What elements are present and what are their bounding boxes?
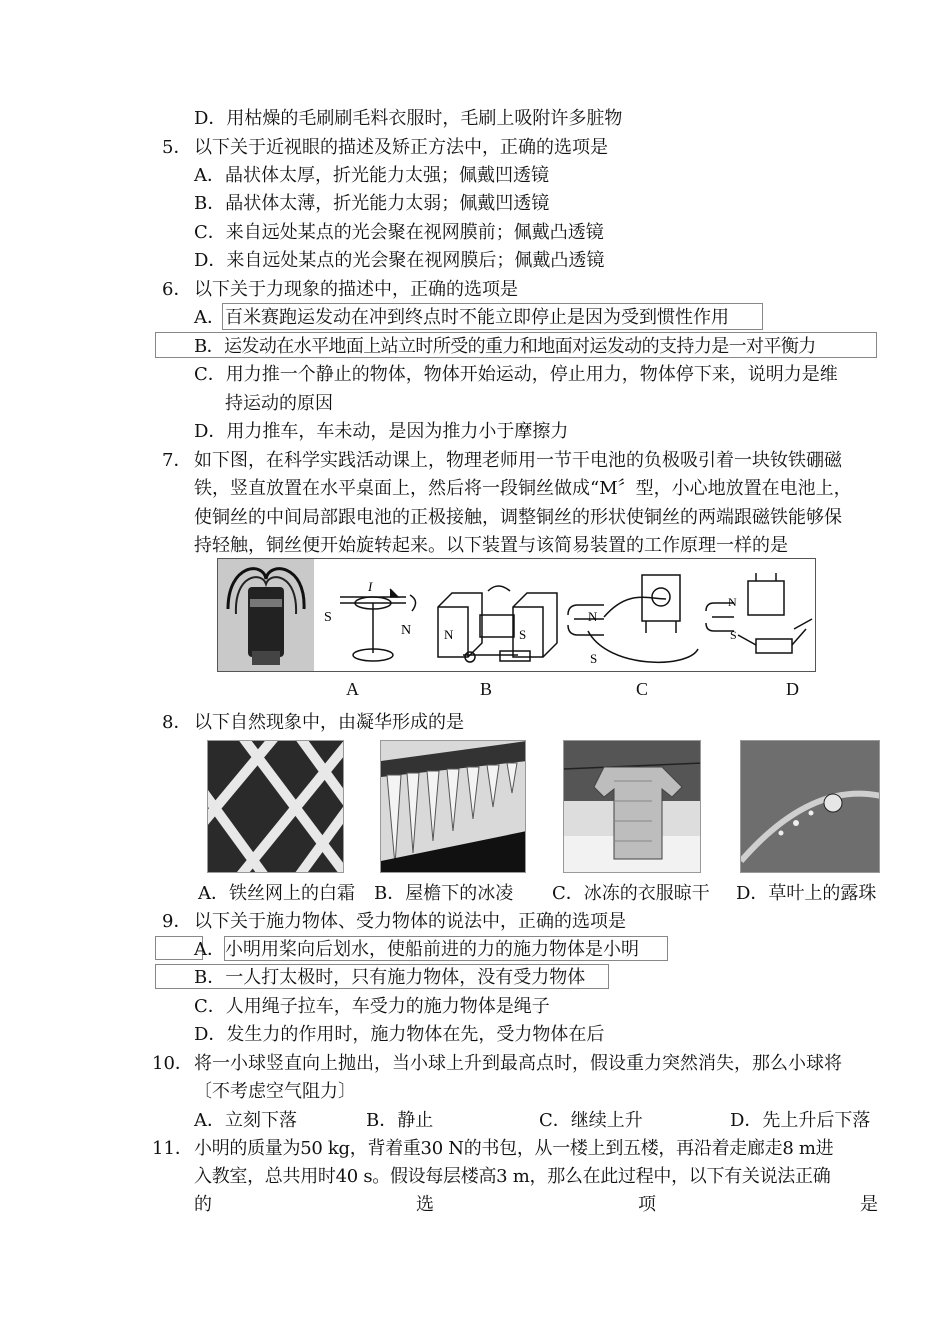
device-a-current-label: I [368,579,373,594]
q5-option-c: C．来自远处某点的光会聚在视网膜前；佩戴凸透镜 [194,222,604,243]
q11-line3-word: 项 [638,1194,656,1215]
device-d-n-label: N [728,595,737,609]
device-d-drawing [706,573,812,653]
device-c-n-label: N [588,609,598,624]
q11-line2: 入教室，总共用时40 s。假设每层楼高3 m，那么在此过程中，以下有关说法正确 [194,1166,831,1187]
q11-line3-word: 是 [860,1194,878,1215]
q6-option-b: B．运发动在水平地面上站立时所受的重力和地面对运发动的支持力是一对平衡力 [194,336,816,357]
icicle-photo [380,740,526,873]
device-a-n-label: N [401,623,412,638]
q4-option-d: D．用枯燥的毛刷刷毛料衣服时，毛刷上吸附许多脏物 [194,108,623,129]
q6-number: 6． [162,279,192,300]
q11-line3-word: 的 [194,1194,212,1215]
q7-number: 7． [162,450,192,471]
frost-wire-drawing [208,741,344,873]
q5-number: 5． [162,137,192,158]
q6-option-c-line2: 持运动的原因 [225,393,333,414]
q7-line3: 使铜丝的中间局部跟电池的正极接触，调整铜丝的形状使铜丝的两端跟磁铁能够保 [194,507,842,528]
q11-number: 11． [152,1138,193,1159]
device-d-s-label: S [730,628,737,642]
q7-figure-drawing [218,559,815,671]
q10-option-c: C．继续上升 [539,1110,643,1131]
device-c-s-label: S [590,651,598,666]
q10-line2: 〔不考虑空气阻力〕 [194,1081,356,1102]
q8-caption-b: B．屋檐下的冰凌 [374,883,514,904]
icicle-drawing [381,741,526,873]
device-b-drawing [438,586,557,662]
q5-option-a: A．晶状体太厚，折光能力太强；佩戴凹透镜 [194,165,549,186]
frozen-clothes-photo [563,740,701,873]
q5-option-b: B．晶状体太薄，折光能力太弱；佩戴凹透镜 [194,193,550,214]
q6-option-a: A．百米赛跑运发动在冲到终点时不能立即停止是因为受到惯性作用 [194,307,729,328]
device-b-n-label: N [444,627,454,642]
q7-label-a: A [346,679,359,699]
q8-caption-d: D．草叶上的露珠 [736,883,877,904]
q10-option-d: D．先上升后下落 [730,1110,871,1131]
battery-motor-image [218,559,314,671]
q8-caption-c: C．冰冻的衣服晾干 [552,883,710,904]
q7-label-d: D [786,679,799,699]
q9-option-d: D．发生力的作用时，施力物体在先，受力物体在后 [194,1024,605,1045]
q9-number: 9． [162,911,192,932]
q11-line1: 小明的质量为50 kg，背着重30 N的书包，从一楼上到五楼，再沿着走廊走8 m进 [194,1138,834,1159]
frozen-clothes-drawing [564,741,701,873]
q10-number: 10． [152,1053,193,1074]
q10-line1: 将一小球竖直向上抛出，当小球上升到最高点时，假设重力突然消失，那么小球将 [194,1053,842,1074]
q8-number: 8． [162,712,192,733]
q11-line3-word: 选 [416,1194,434,1215]
q7-line1: 如下图，在科学实践活动课上，物理老师用一节干电池的负极吸引着一块钕铁硼磁 [194,450,842,471]
q7-line4: 持轻触，铜丝便开始旋转起来。以下装置与该简易装置的工作原理一样的是 [194,535,788,556]
q7-line2: 铁，竖直放置在水平桌面上，然后将一段铜丝做成“M〞型，小心地放置在电池上， [194,478,852,499]
q6-option-c-line1: C．用力推一个静止的物体，物体开始运动，停止用力，物体停下来，说明力是维 [194,364,838,385]
q8-stem: 以下自然现象中，由凝华形成的是 [194,712,464,733]
q10-option-b: B．静止 [366,1110,434,1131]
dew-grass-photo [740,740,880,873]
q7-label-c: C [636,679,649,699]
q5-stem: 以下关于近视眼的描述及矫正方法中，正确的选项是 [194,137,608,158]
q7-label-b: B [480,679,493,699]
q9-stem: 以下关于施力物体、受力物体的说法中，正确的选项是 [194,911,626,932]
q10-option-a: A．立刻下落 [194,1110,297,1131]
q9-option-b: B．一人打太极时，只有施力物体，没有受力物体 [194,967,586,988]
dew-grass-drawing [741,741,880,873]
frost-wire-photo [207,740,344,873]
q9-option-a: A．小明用桨向后划水，使船前进的力的施力物体是小明 [194,939,639,960]
q6-option-d: D．用力推车，车未动，是因为推力小于摩擦力 [194,421,569,442]
q5-option-d: D．来自远处某点的光会聚在视网膜后；佩戴凸透镜 [194,250,605,271]
q9-option-c: C．人用绳子拉车，车受力的施力物体是绳子 [194,996,550,1017]
q8-caption-a: A．铁丝网上的白霜 [198,883,355,904]
q7-figure [217,558,816,672]
q6-stem: 以下关于力现象的描述中，正确的选项是 [194,279,518,300]
device-a-s-label: S [324,610,332,625]
device-b-s-label: S [519,627,527,642]
q11-line3 [194,1192,878,1218]
